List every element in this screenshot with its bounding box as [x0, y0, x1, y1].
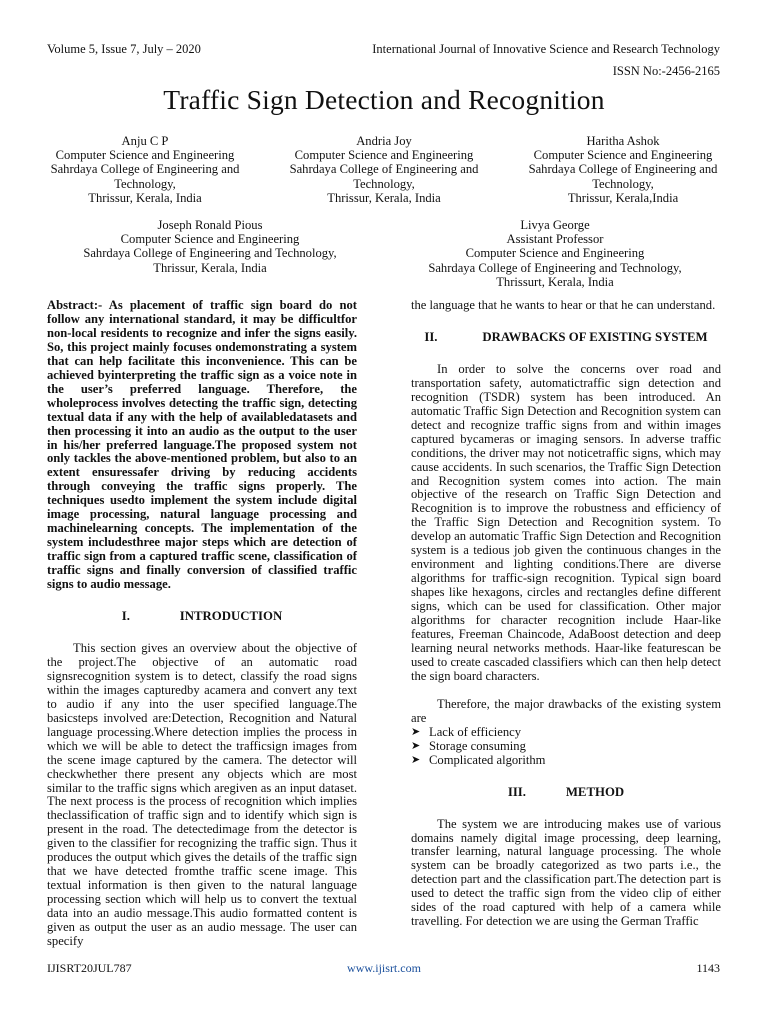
issn: ISSN No:-2456-2165 [612, 64, 720, 78]
author-affiliation: Technology, [353, 176, 415, 191]
list-item-text: Lack of efficiency [429, 724, 522, 739]
author-name: Joseph Ronald Pious [157, 218, 263, 232]
drawbacks-list [411, 726, 721, 768]
author-affiliation: Assistant Professor [506, 232, 604, 247]
author-affiliation: Sahrdaya College of Engineering and [528, 162, 718, 177]
page-number: 1143 [696, 961, 720, 975]
author-name: Anju C P [121, 134, 169, 148]
section-number: III. [507, 784, 526, 799]
author-block [405, 218, 705, 289]
arrow-bullet-icon: ➤ [411, 725, 421, 738]
section-heading-drawbacks [411, 331, 721, 345]
author-affiliation: Technology, [592, 176, 654, 191]
author-affiliation: Computer Science and Engineering [465, 246, 645, 261]
section-title: METHOD [565, 784, 625, 799]
author-block [60, 218, 360, 275]
introduction-paragraph: This section gives an overview about the objective of the project.The objective of an automatic road signsrecognition system is to detect, classify the road signs within the images capturedby acamera and convert any text to audio if any into the user specified language.The basicsteps involved are:Detection, Recognition and Natural language processing.Where detection implies the process in which we will be able to detect the trafficsign images from the scene image captured by the camera. The detector will checkwhether there present any objects which are most similar to the traffic signs which aregiven as an input dataset. The next process is the process of recognition which implies theclassification of traffic sign and to identify which sign is present in the road. The detectedimage from the detector is given to the classifier for recognizing the traffic sign. Thus it produces the output which gives the details of the traffic sign that we have detected fromthe traffic scene image. This textual information is then given to the natural language processing section which will help us to convert the textual data into an audio message.This audio formatted content is given as output the user as an audio message. The user can specify [47, 640, 357, 948]
abstract: Abstract:- As placement of traffic sign board do not follow any international standard, it may be difficultfor non-local residents to recognize and infer the signs easily. So, this project mainly focuses ondemonstrating a system that can help facilitate this inconvenience. This can be achieved byinterpreting the traffic sign as a voice note in the user’s preferred language. Therefore, the wholeprocess involves detecting the traffic sign, detecting textual data if any with the help of availabledatasets and then processing it into an audio as the output to the user in his/her preferred language.The proposed system not only tackles the above-mentioned problem, but also to an extent ensuressafer driving by reducing accidents through conveying the traffic signs properly. The techniques usedto implement the system include digital image processing, natural language processing and machinelearning concepts. The implementation of the system includesthree major steps which are detection of traffic sign from a captured traffic scene, classification of traffic signs and finally conversion of classified traffic signs to audio message. [47, 298, 357, 592]
arrow-bullet-icon: ➤ [411, 739, 421, 752]
author-affiliation: Sahrdaya College of Engineering and [50, 162, 240, 177]
author-affiliation: Thrissur, Kerala, India [153, 260, 267, 275]
author-affiliation: Computer Science and Engineering [294, 148, 474, 163]
list-item [411, 754, 721, 768]
author-name: Haritha Ashok [586, 134, 660, 148]
paper-title: Traffic Sign Detection and Recognition [163, 84, 605, 115]
introduction-continued: the language that he wants to hear or that he can understand. [411, 298, 716, 312]
author-affiliation: Computer Science and Engineering [55, 148, 235, 163]
list-item [411, 740, 721, 754]
journal-name: International Journal of Innovative Science and Research Technology [372, 42, 720, 56]
section-number: I. [121, 609, 130, 624]
author-block [279, 134, 489, 205]
author-affiliation: Computer Science and Engineering [533, 148, 713, 163]
section-title: DRAWBACKS OF EXISTING SYSTEM [482, 329, 708, 344]
author-affiliation: Sahrdaya College of Engineering and Technology, [428, 260, 682, 275]
author-affiliation: Thrissur, Kerala,India [567, 190, 679, 205]
arrow-bullet-icon: ➤ [411, 753, 421, 766]
author-affiliation: Sahrdaya College of Engineering and Technology, [83, 246, 337, 261]
section-heading-method [411, 786, 721, 800]
list-item-text: Complicated algorithm [429, 752, 546, 767]
author-affiliation: Technology, [114, 176, 176, 191]
volume-info: Volume 5, Issue 7, July – 2020 [47, 42, 201, 56]
right-column [411, 299, 721, 929]
author-name: Livya George [520, 218, 590, 232]
author-name: Andria Joy [356, 134, 412, 148]
section-heading-introduction [47, 610, 357, 624]
section-title: INTRODUCTION [179, 609, 283, 624]
left-column [47, 299, 357, 949]
author-affiliation: Thrissur, Kerala, India [327, 190, 441, 205]
author-affiliation: Thrissurt, Kerala, India [496, 274, 614, 289]
drawbacks-paragraph: In order to solve the concerns over road and transportation safety, automatictraffic sign detection and recognition (TSDR) system has been introduced. An automatic Traffic Sign Detection and Recognition system can detect and recognize traffic signs from and within images captured bycameras or imaging sensors. In adverse traffic conditions, the driver may not noticetraffic signs, which may cause accidents. In such scenarios, the Traffic Sign Detection and Recognition system comes into action. The main objective of the research on Traffic Sign Detection and Recognition is to improve the robustness and efficiency of the Traffic Sign Detection and Recognition system. To develop an automatic Traffic Sign Detection and Recognition system is a tedious job given the continuous changes in the environment and lighting conditions.There are diverse algorithms for traffic-sign recognition. Typical sign board shapes like hexagons, circles and rectangles define different signs, which can be used for classification. Other major algorithms for character recognition include Haar-like features, Freeman Chaincode, AdaBoost detection and deep learning neural networks methods. Haar-like featurescan be used to create cascaded classifiers which can then help detect the sign board characters. [411, 361, 722, 683]
author-block [518, 134, 728, 205]
paper-id: IJISRT20JUL787 [47, 961, 132, 975]
list-item [411, 726, 721, 740]
method-paragraph: The system we are introducing makes use of various domains namely digital image processing, deep learning, transfer learning, natural language processing. The whole system can be broadly categorized as two parts i.e., the detection part and the classification part.The detection part is used to detect the traffic sign from the video clip of either sides of the road captured with help of a camera while travelling. For detection we are using the German Traffic [411, 816, 721, 929]
author-block [40, 134, 250, 205]
drawbacks-lead: Therefore, the major drawbacks of the existing system are [411, 696, 721, 725]
section-number: II. [424, 329, 438, 344]
journal-website-link[interactable]: www.ijisrt.com [347, 961, 421, 975]
author-affiliation: Sahrdaya College of Engineering and [289, 162, 479, 177]
author-affiliation: Computer Science and Engineering [120, 232, 300, 247]
list-item-text: Storage consuming [429, 738, 526, 753]
author-affiliation: Thrissur, Kerala, India [88, 190, 202, 205]
